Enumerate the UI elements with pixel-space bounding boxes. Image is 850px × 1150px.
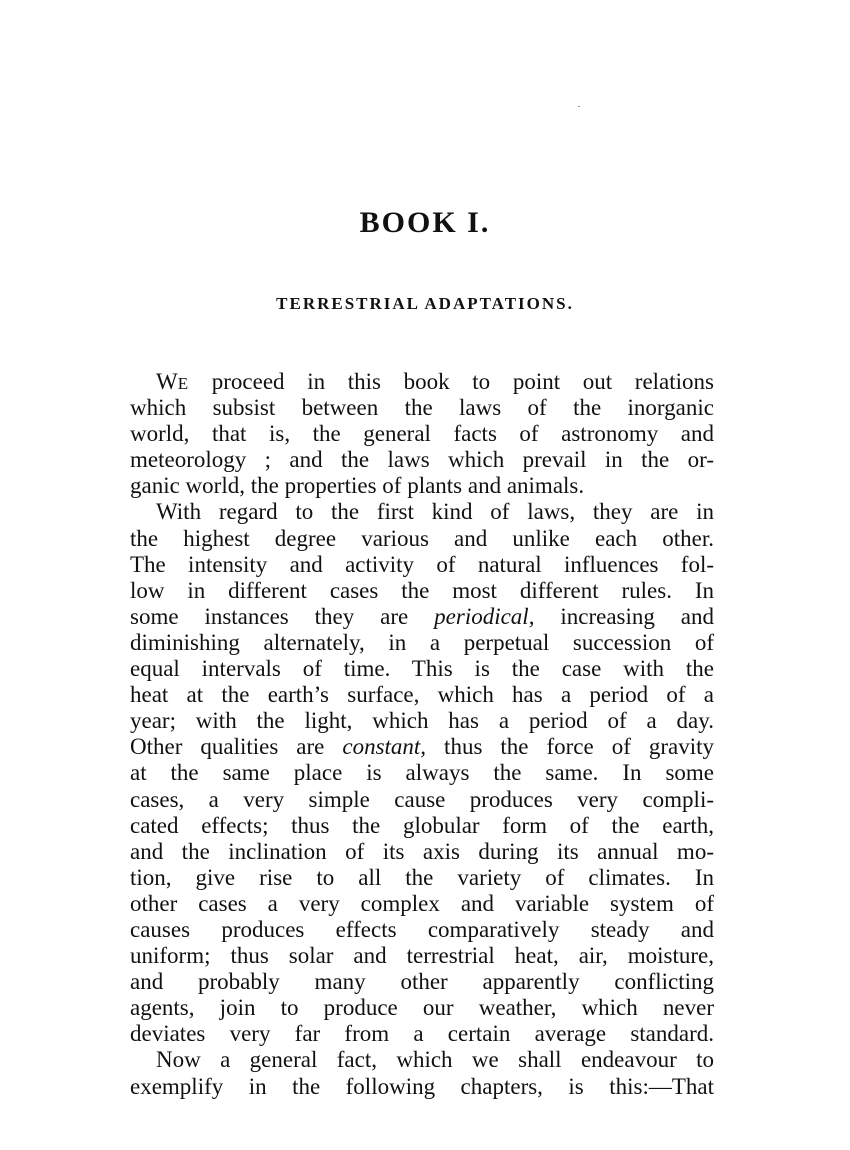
- text-line: the highest degree various and unlike each other.: [130, 525, 714, 551]
- italic-word: periodical,: [434, 603, 535, 629]
- text-line: world, that is, the general facts of astronomy and: [130, 421, 714, 447]
- text-line-content: proceed in this book to point out relations: [189, 369, 714, 394]
- text-segment: some instances they are: [130, 603, 435, 629]
- text-line: year; with the light, which has a period of a day.: [130, 708, 714, 734]
- text-line: [130, 604, 714, 630]
- text-line: The intensity and activity of natural influences fol-: [130, 551, 714, 577]
- body-text: [130, 369, 714, 1100]
- text-segment: thus the force of gravity: [426, 734, 715, 760]
- text-line: and the inclination of its axis during its annual mo-: [130, 838, 714, 864]
- text-segment: Other qualities are: [130, 734, 343, 760]
- text-line: uniform; thus solar and terrestrial heat, air, moisture,: [130, 943, 714, 969]
- text-line: diminishing alternately, in a perpetual succession of: [130, 629, 714, 655]
- text-line: ganic world, the properties of plants and animals.: [130, 473, 585, 499]
- initial-smallcaps: E: [177, 374, 190, 393]
- text-line: other cases a very complex and variable system of: [130, 890, 714, 916]
- text-line: tion, give rise to all the variety of climates. In: [130, 864, 714, 890]
- text-line: equal intervals of time. This is the case with the: [130, 656, 714, 682]
- text-segment: increasing and: [534, 603, 714, 629]
- text-line: low in different cases the most different rules. In: [130, 577, 714, 603]
- text-line: [130, 369, 714, 395]
- text-line: meteorology ; and the laws which prevail in the or-: [130, 447, 714, 473]
- section-title: TERRESTRIAL ADAPTATIONS.: [276, 294, 574, 313]
- text-line: causes produces effects comparatively steady and: [130, 916, 714, 942]
- text-line: exemplify in the following chapters, is this:—That: [130, 1073, 714, 1099]
- text-line: cases, a very simple cause produces very compli-: [130, 786, 714, 812]
- text-line: deviates very far from a certain average standard.: [130, 1021, 714, 1047]
- text-line: With regard to the first kind of laws, they are in: [156, 499, 714, 525]
- book-title: BOOK I.: [359, 206, 491, 239]
- italic-word: constant,: [342, 734, 427, 760]
- text-line: [130, 734, 714, 760]
- text-line: agents, join to produce our weather, which never: [130, 995, 714, 1021]
- text-line: and probably many other apparently conflicting: [130, 969, 714, 995]
- text-line: heat at the earth’s surface, which has a period of a: [130, 682, 714, 708]
- paper-speck: [578, 106, 580, 107]
- text-line: cated effects; thus the globular form of the earth,: [130, 812, 714, 838]
- text-line: which subsist between the laws of the inorganic: [130, 395, 714, 421]
- initial-letter: W: [156, 369, 178, 394]
- text-line: at the same place is always the same. In some: [130, 760, 714, 786]
- text-line: Now a general fact, which we shall endeavour to: [156, 1047, 714, 1073]
